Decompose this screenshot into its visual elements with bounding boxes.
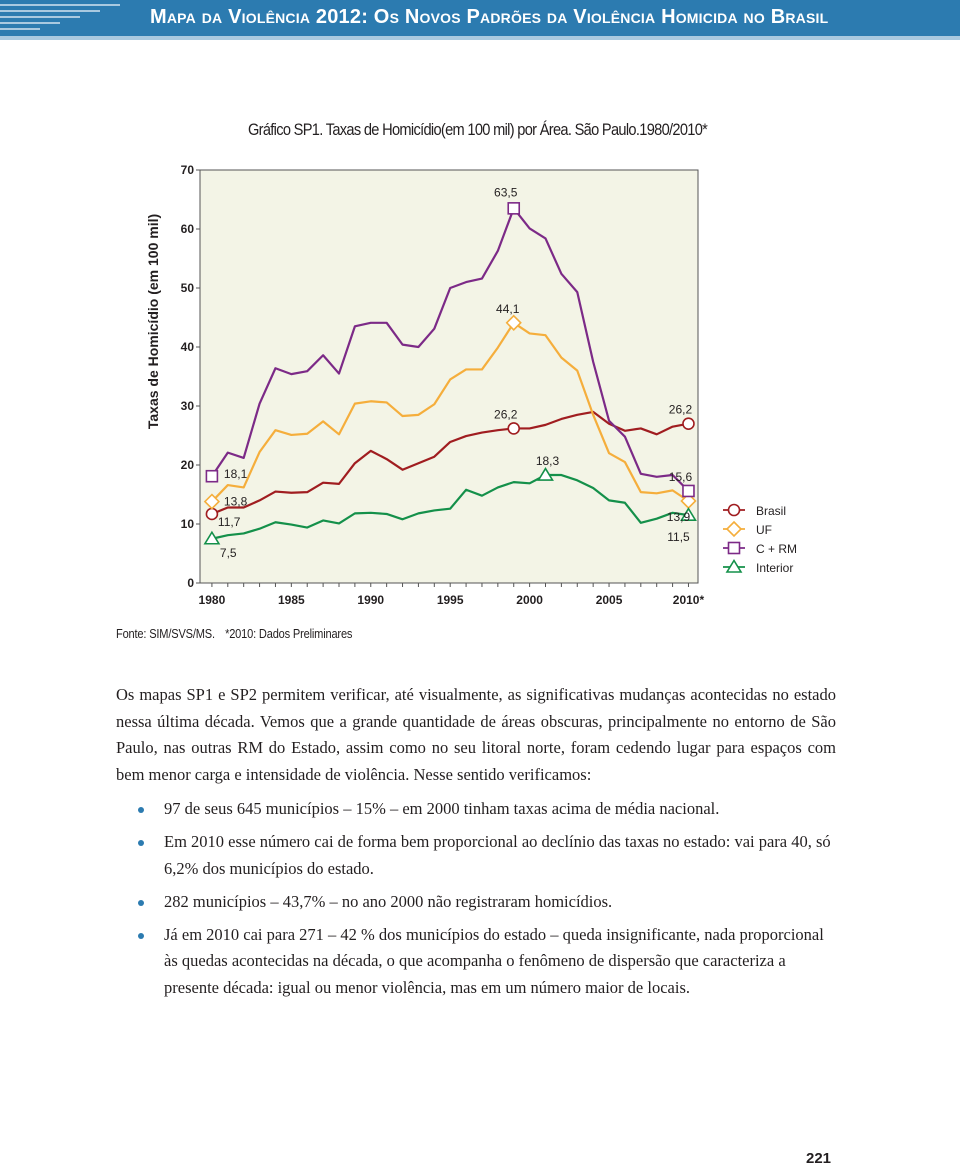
legend-marker	[729, 543, 740, 554]
series-marker	[206, 508, 217, 519]
data-label: 13,8	[223, 494, 248, 509]
data-label: 18,3	[535, 454, 560, 469]
x-tick-label: 1985	[277, 593, 305, 607]
line-chart	[0, 150, 960, 620]
x-tick-label: 1995	[436, 593, 464, 607]
y-tick-label: 20	[180, 458, 194, 472]
data-label: 11,7	[217, 514, 241, 529]
data-label: 26,2	[668, 402, 693, 417]
series-marker	[206, 471, 217, 482]
y-tick-label: 40	[180, 340, 194, 354]
legend-marker	[729, 505, 740, 516]
y-tick-label: 50	[180, 281, 194, 295]
chart-source	[116, 626, 362, 641]
legend-label: C + RM	[756, 542, 798, 556]
preliminary-note: *2010: Dados Preliminares	[225, 626, 353, 641]
series-marker	[508, 423, 519, 434]
x-tick-label: 1990	[357, 593, 385, 607]
list-item: Em 2010 esse número cai de forma bem proporcional ao declínio das taxas no estado: vai para 40, só 6,2% dos municípios do estado.	[116, 829, 836, 882]
data-label: 44,1	[496, 301, 520, 316]
series-marker	[508, 203, 519, 214]
y-tick-label: 60	[180, 222, 194, 236]
y-tick-label: 0	[187, 576, 194, 590]
series-marker	[683, 485, 694, 496]
bullet-icon	[138, 807, 144, 813]
x-tick-label: 2000	[516, 593, 543, 607]
data-label: 15,6	[668, 469, 693, 484]
list-item: Já em 2010 cai para 271 – 42 % dos municípios do estado – queda insignificante, nada proporcional às quedas acontecidas na década, o que acompanha o fenômeno de dispersão que caracteriza a presente década: igual ou menor violência, mas em um número maior de locais.	[116, 922, 836, 1002]
x-tick-label: 1980	[198, 593, 226, 607]
y-tick-label: 10	[180, 517, 194, 531]
y-tick-label: 30	[180, 399, 194, 413]
series-marker	[683, 418, 694, 429]
page-number: 221	[806, 1150, 832, 1167]
bullet-icon	[138, 900, 144, 906]
list-item: 97 de seus 645 municípios – 15% – em 2000 tinham taxas acima de média nacional.	[116, 796, 836, 823]
bullet-icon	[138, 933, 144, 939]
data-label: 18,1	[223, 467, 248, 482]
intro-paragraph: Os mapas SP1 e SP2 permitem verificar, até visualmente, as significativas mudanças acontecidas no estado nessa última década. Vemos que a grande quantidade de áreas obscuras, principalmente no entorno de São Paulo, nas outras RM do Estado, assim como no seu litoral norte, foram cedendo lugar para espaços com bem menor carga e intensidade de violência. Nesse sentido verificamos:	[116, 685, 836, 784]
body-text	[116, 682, 836, 1008]
data-label: 26,2	[494, 407, 518, 422]
data-label: 11,5	[667, 530, 690, 545]
plot-area	[200, 170, 698, 583]
legend-label: UF	[756, 523, 772, 537]
header-underline	[0, 36, 960, 40]
y-tick-label: 70	[180, 163, 194, 177]
legend-marker	[727, 522, 741, 536]
source-label: Fonte: SIM/SVS/MS.	[116, 626, 215, 641]
data-label: 13,9	[666, 509, 691, 524]
legend-label: Interior	[756, 561, 794, 575]
header-decoration-lines	[0, 0, 140, 36]
y-axis-label: Taxas de Homicídio (em 100 mil)	[145, 213, 161, 430]
x-tick-label: 2005	[595, 593, 623, 607]
bullet-icon	[138, 840, 144, 846]
list-item: 282 municípios – 43,7% – no ano 2000 não registraram homicídios.	[116, 889, 836, 916]
chart-title: Gráfico SP1. Taxas de Homicídio(em 100 mil) por Área. São Paulo.1980/2010*	[248, 120, 708, 139]
legend-label: Brasil	[756, 504, 787, 518]
bullet-list	[116, 796, 836, 1001]
x-tick-label: 2010*	[672, 593, 705, 607]
data-label: 63,5	[494, 185, 518, 200]
running-title: Mapa da Violência 2012: Os Novos Padrões da Violência Homicida no Brasil	[150, 6, 829, 28]
data-label: 7,5	[219, 545, 237, 560]
page-header	[0, 0, 960, 36]
